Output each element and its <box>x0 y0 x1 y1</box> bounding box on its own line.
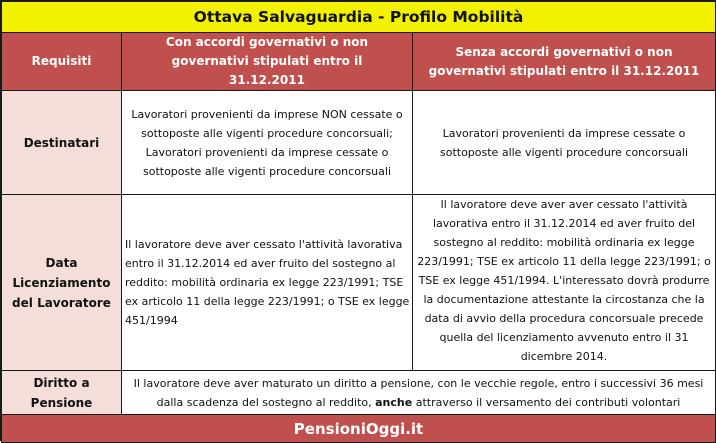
table-title: Ottava Salvaguardia - Profilo Mobilità <box>2 2 716 33</box>
row-label-pensione: Diritto a Pensione <box>2 371 122 415</box>
licenziamento-with-agreements <box>122 195 413 371</box>
pensione-text-after: attraverso il versamento dei contributi volontari <box>412 395 681 409</box>
header-without-agreements <box>413 33 716 91</box>
header-requisiti: Requisiti <box>2 33 122 91</box>
header-without-agreements-text: Senza accordi governativi o non governativi stipulati entro il 31.12.2011 <box>428 44 700 78</box>
row-label-licenziamento: Data Licenziamento del Lavoratore <box>2 195 122 371</box>
requirements-table <box>1 1 716 443</box>
pensione-text-bold: anche <box>375 395 413 409</box>
pensione-text-cell <box>122 371 716 415</box>
licenziamento-without-agreements <box>413 195 716 371</box>
destinatari-with-agreements <box>122 91 413 195</box>
header-with-agreements <box>122 33 413 91</box>
pensione-text-before: Il lavoratore deve aver maturato un diritto a pensione, con le vecchie regole, entro i successivi 36 mesi dalla scadenza del sostegno al reddito, <box>133 376 704 409</box>
destinatari-with-agreements-text: Lavoratori provenienti da imprese NON cessate o sottoposte alle vigenti procedure concorsuali; Lavoratori provenienti da imprese cessate o sottoposte alle vigenti procedure concorsuali <box>131 107 403 178</box>
row-label-destinatari: Destinatari <box>2 91 122 195</box>
footer-brand: PensioniOggi.it <box>2 415 716 443</box>
licenziamento-without-agreements-text: Il lavoratore deve aver aver cessato l'attività lavorativa entro il 31.12.2014 ed aver fruito del sostegno al reddito: mobilità ordinaria ex legge 223/1991; TSE ex articolo 11 della legge 223/1991; o TSE ex legge 451/1994. L'interessato dovrà produrre la documentazione attestante la circostanza che la data di avvio della procedura concorsuale precede quella del licenziamento avvenuto entro il 31 dicembre 2014. <box>417 198 711 363</box>
destinatari-without-agreements <box>413 91 716 195</box>
header-with-agreements-text: Con accordi governativi o non governativi stipulati entro il 31.12.2011 <box>165 35 369 87</box>
licenziamento-with-agreements-text: Il lavoratore deve aver cessato l'attività lavorativa entro il 31.12.2014 ed aver fruito del sostegno al reddito: mobilità ordinaria ex legge 223/1991; TSE ex articolo 11 della legge 223/1991; o TSE ex legge 451/1994 <box>125 238 410 327</box>
destinatari-without-agreements-text: Lavoratori provenienti da imprese cessate o sottoposte alle vigenti procedure concorsuali <box>439 126 689 159</box>
